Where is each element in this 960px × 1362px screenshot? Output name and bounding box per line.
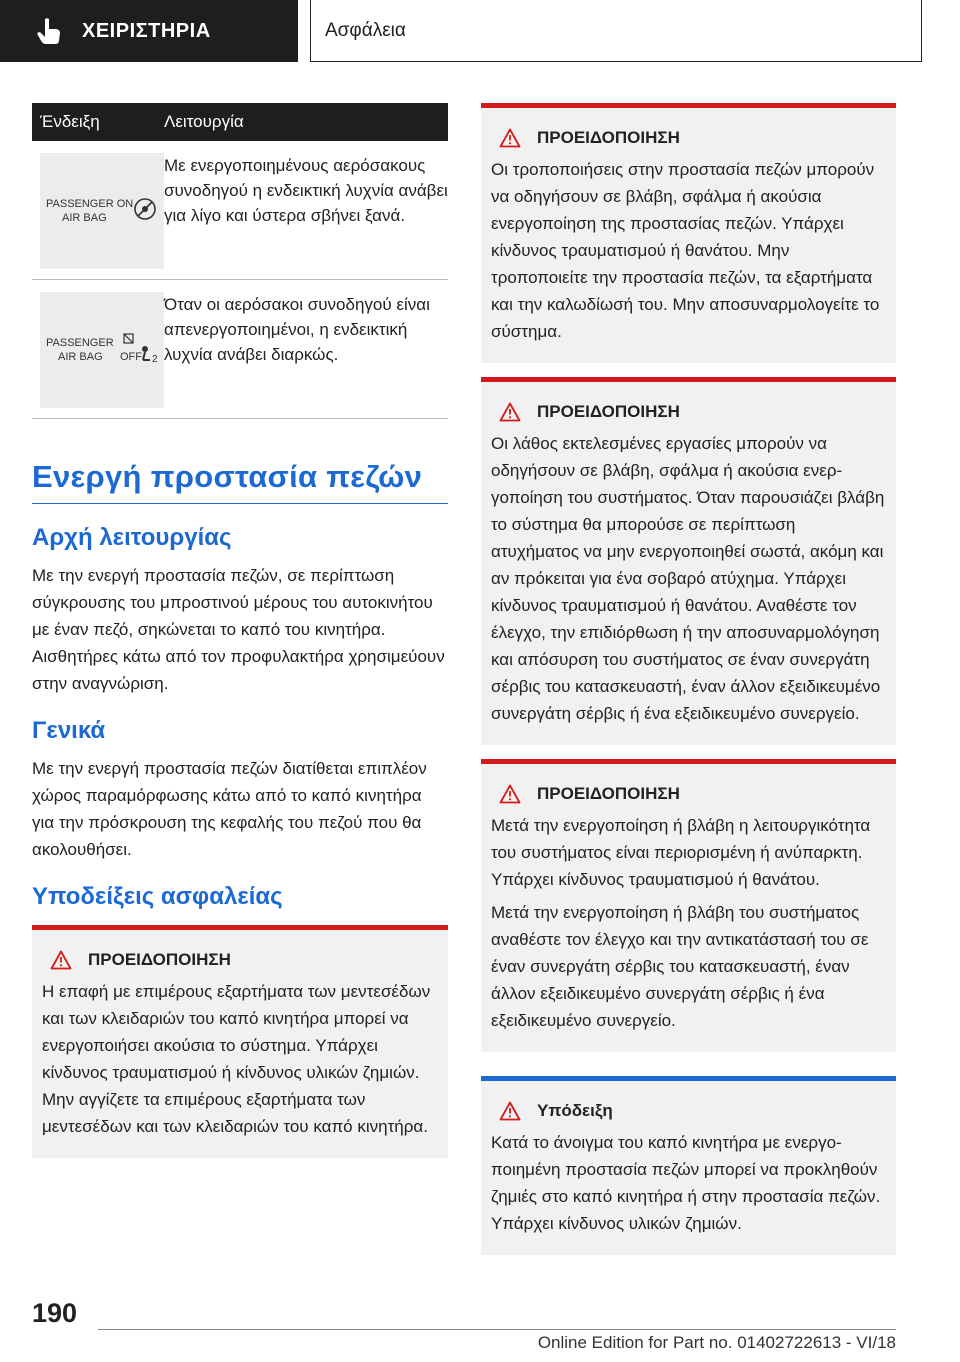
table-header <box>32 103 448 141</box>
warning-box <box>481 377 896 745</box>
warning-box <box>481 759 896 1052</box>
warning-title: ΠΡΟΕΙΔΟΠΟΙΗΣΗ <box>537 402 680 421</box>
passenger-airbag-on-indicator <box>40 153 164 269</box>
indicator-number: 2 <box>152 354 158 365</box>
warning-text-2: Μετά την ενεργοποίηση ή βλάβη του συστήματος αναθέστε τον έλεγχο και την αντικατάστασή του σε έναν συνεργάτη σέρβις του κατασκευαστή, έναν άλλον εξειδικευμένο συνεργάτη σέρβις ή ένα εξειδικευμένο συνεργείο. <box>491 903 869 1030</box>
page-title: Ενεργή προστασία πεζών <box>32 419 448 504</box>
warning-title: ΠΡΟΕΙΔΟΠΟΙΗΣΗ <box>537 128 680 147</box>
warning-triangle-icon <box>499 784 521 804</box>
right-column <box>481 103 896 1255</box>
note-text: Κατά το άνοιγμα του καπό κινητήρα με ενεργοποιημένη προστασία πεζών μπορεί να προκληθούν ζημιές στο καπό κινητήρα ή στην προστασία πεζών. Υπάρχει κίνδυνος υλικών ζημιών. <box>491 1133 881 1233</box>
warning-box <box>481 103 896 363</box>
indicator-text-line1: PASSENGER <box>46 337 114 349</box>
warning-triangle-icon <box>499 402 521 422</box>
warning-title-row <box>491 784 886 804</box>
section-heading-safety: Υποδείξεις ασφαλείας <box>32 883 283 910</box>
table-row-function-text: Όταν οι αερόσακοι συνοδηγού είναι απενεργοποιημένοι, η ενδεικτική λυχνία ανάβει διαρκώς. <box>164 295 430 364</box>
footer-divider <box>98 1329 896 1330</box>
section-heading-general: Γενικά <box>32 717 106 744</box>
warning-title: ΠΡΟΕΙΔΟΠΟΙΗΣΗ <box>537 784 680 803</box>
indicator-text-line3: OFF <box>120 351 142 363</box>
left-column <box>32 103 448 1158</box>
warning-text: Μετά την ενεργοποίηση ή βλάβη η λειτουργικότητα του συστήματος είναι περιορισμένη ή ανύπαρκτη. Υπάρχει κίνδυνος τραυματισμού ή θανάτου. <box>491 816 871 889</box>
table-row-function-text: Με ενεργοποιημένους αερόσακους συνοδηγού η ενδεικτική λυχνία ανάβει για λίγο και ύστερα σβήνει ξανά. <box>164 156 448 225</box>
airbag-off-lamp-icon <box>44 328 160 372</box>
section-text-general: Με την ενεργή προστασία πεζών διατίθεται επιπλέον χώρος παραμόρφωσης κάτω από το καπό κινητήρα για την πρόσκρουση της κεφαλής του πεζού που θα ακολουθήσει. <box>32 759 427 859</box>
header-chapter-title: Ασφάλεια <box>325 19 406 41</box>
note-box <box>481 1076 896 1255</box>
warning-text: Η επαφή με επιμέρους εξαρτήματα των μεντεσέδων και των κλειδαριών του καπό κινητήρα μπορεί να ενεργοποιήσει ακούσια το σύστημα. Υπάρχει κίνδυνος τραυματισμού ή κίνδυνος υλικών ζημιών. Μην αγγίζετε τα επιμέρους εξαρτήματα των μεντεσέδων και των κλειδαριών του καπό κινητήρα. <box>42 982 431 1136</box>
table-header-indicator: Ένδειξη <box>40 112 100 131</box>
footer-edition: Online Edition for Part no. 01402722613 - VI/18 <box>537 1333 896 1352</box>
table-row <box>32 141 448 280</box>
indicator-text-line1: PASSENGER ON <box>46 198 134 210</box>
note-title: Υπόδειξη <box>537 1101 613 1120</box>
section-heading-principle: Αρχή λειτουργίας <box>32 524 232 551</box>
warning-text: Οι τροποποιήσεις στην προστασία πεζών μπορούν να οδηγήσουν σε βλάβη, σφάλμα ή ακούσια ενεργοποίηση της προστασίας πεζών. Υπάρχει κίνδυνος τραυματισμού ή θανάτου. Μην τροποποιείτε την προστασία πεζών, τα εξαρτήματα και την καλωδίωσή του. Μην αποσυναρμολογείτε το σύστημα. <box>491 160 880 341</box>
passenger-airbag-off-indicator <box>40 292 164 408</box>
warning-title-row <box>491 402 886 422</box>
note-title-row <box>491 1101 886 1121</box>
warning-triangle-icon <box>499 128 521 148</box>
warning-triangle-icon <box>50 950 72 970</box>
airbag-on-lamp-icon <box>44 189 160 233</box>
header-section-title: ΧΕΙΡΙΣΤΗΡΙΑ <box>82 19 211 42</box>
page-number: 190 <box>32 1298 78 1328</box>
indicator-text-line2: AIR BAG <box>58 351 103 363</box>
warning-text: Οι λάθος εκτελεσμένες εργασίες μπορούν να οδηγήσουν σε βλάβη, σφάλμα ή ακούσια ενεργοποίηση του συστήματος. Όταν παρουσιάζει βλάβη το σύστημα θα μπορούσε σε περίπτωση ατυχήματος να μην ενεργοποιηθεί σωστά, ακόμη και αν πρόκειται για ένα σοβαρό ατύχημα. Υπάρχει κίνδυνος τραυματισμού ή θανάτου. Αναθέστε τον έλεγχο, την επιδιόρθωση ή την αποσυναρμολόγηση και απόσυρση του συστήματος σε έναν συνεργάτη σέρβις του κατασκευαστή, έναν άλλον εξειδικευμένο συνεργάτη σέρβις ή ένα εξειδικευμένο συνεργείο. <box>491 434 885 723</box>
header-section-tab <box>0 0 298 62</box>
header-chapter <box>310 0 922 62</box>
warning-title-row <box>491 128 886 148</box>
warning-box <box>32 925 448 1158</box>
warning-title-row <box>42 950 438 970</box>
note-triangle-icon <box>499 1101 521 1121</box>
indicator-text-line2: AIR BAG <box>62 212 107 224</box>
warning-title: ΠΡΟΕΙΔΟΠΟΙΗΣΗ <box>88 950 231 969</box>
table-header-function: Λειτουργία <box>164 112 244 131</box>
table-row <box>32 280 448 419</box>
section-text-principle: Με την ενεργή προστασία πεζών, σε περίπτωση σύγκρουσης του μπροστινού μέρους του αυτοκινήτου με έναν πεζό, σηκώνεται το καπό του κινητήρα. Αισθητήρες κάτω από τον προφυλακτήρα χρησιμεύουν στην αναγνώριση. <box>32 566 445 693</box>
pointing-hand-icon <box>34 16 64 46</box>
